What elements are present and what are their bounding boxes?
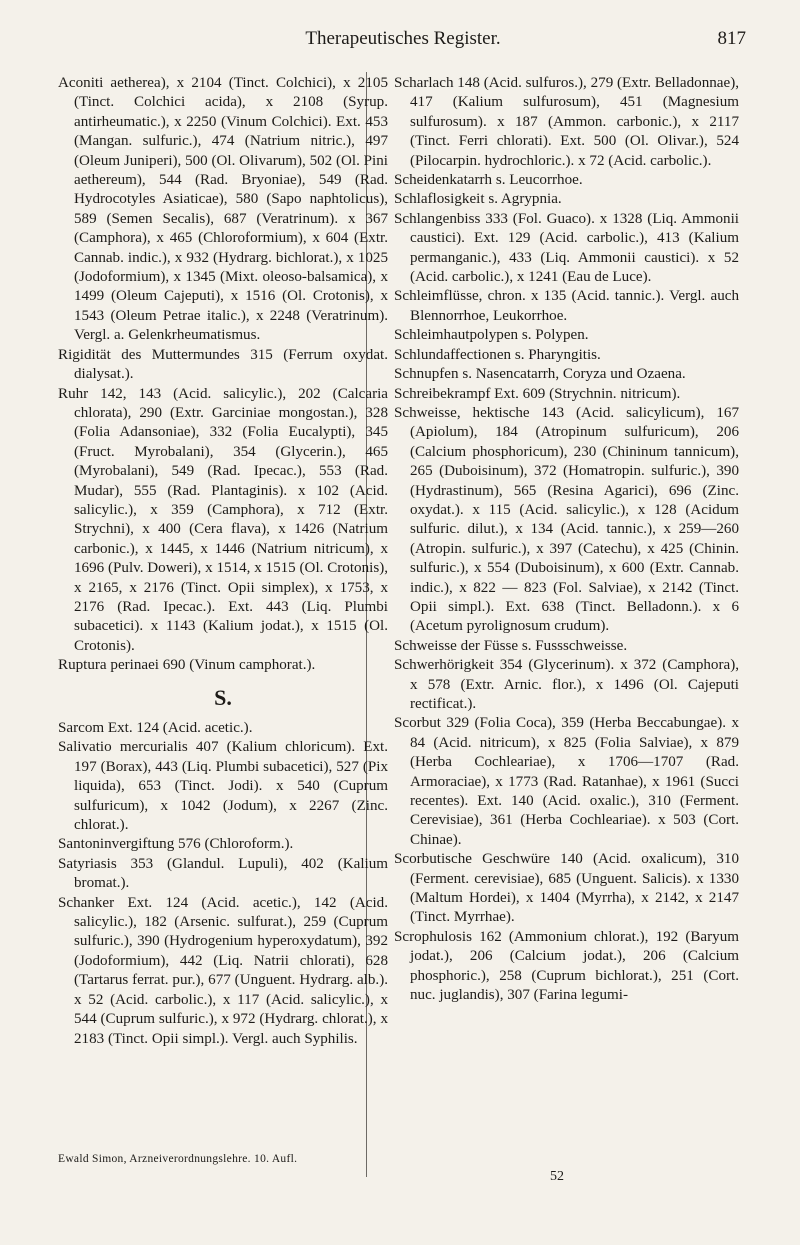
index-entry: Schnupfen s. Nasencatarrh, Coryza und Ozaena. bbox=[394, 366, 686, 383]
index-entry: Schlangenbiss 333 (Fol. Guaco). x 1328 (Liq. Ammonii caustici). Ext. 129 (Acid. carbolic.), 413 (Kalium permanganic.), 433 (Liq. Ammonii caustici). x 52 (Acid. carbolic.), x 1241 (Eau de Luce). bbox=[394, 210, 739, 286]
index-entry: Ruptura perinaei 690 (Vinum camphorat.). bbox=[58, 657, 316, 674]
index-entry: Scrophulosis 162 (Ammonium chlorat.), 192 (Baryum jodat.), 206 (Calcium jodat.), 206 (Calcium phosphoric.), 258 (Cuprum bichlorat.), 251 (Cort. nuc. juglandis), 307 (Farina legumi- bbox=[394, 928, 739, 1004]
index-entry: Salivatio mercurialis 407 (Kalium chloricum). Ext. 197 (Borax), 443 (Liq. Plumbi subacetici), 527 (Pix liquida), 653 (Tinct. Jodi). x 540 (Cuprum sulfuricum), x 1042 (Jodum), x 2267 (Zinc. chlorat.). bbox=[58, 739, 388, 834]
index-entry: Scharlach 148 (Acid. sulfuros.), 279 (Extr. Belladonnae), 417 (Kalium sulfurosum), 451 (Magnesium sulfurosum). x 187 (Ammon. carbonic.), x 2117 (Tinct. Ferri chlorati). Ext. 500 (Ol. Olivar.), 524 (Pilocarpin. hydrochloric.). x 72 (Acid. carbolic.). bbox=[394, 75, 739, 169]
index-entry: Aconiti aetherea), x 2104 (Tinct. Colchici), x 2105 (Tinct. Colchici acida), x 2108 (Syrup. antirheumatic.), x 2250 (Vinum Colchici). Ext. 453 (Mangan. sulfuric.), 474 (Natrium nitric.), 497 (Oleum Juniperi), 500 (Ol. Olivarum), 502 (Ol. Pini aethereum), 544 (Rad. Bryoniae), 549 (Rad. Hydrocotyles Asiaticae), 580 (Sapo naphtolicus), 589 (Semen Secalis), 687 (Veratrinum). x 367 (Camphora), x 465 (Chloroformium), x 604 (Extr. Cannab. indic.), x 932 (Hydrarg. bichlorat.), x 1025 (Jodoformium), x 1345 (Mixt. oleoso-balsamica), x 1499 (Oleum Cajeputi), x 1516 (Ol. Crotonis), x 1543 (Oleum Petrae italic.), x 2248 (Veratrinum). Vergl. a. Gelenkrheumatismus. bbox=[58, 75, 388, 344]
page-footer: Ewald Simon, Arzneiverordnungslehre. 10. Aufl. bbox=[58, 1153, 298, 1165]
index-entry: Schlaflosigkeit s. Agrypnia. bbox=[394, 191, 562, 208]
index-entry: Schanker Ext. 124 (Acid. acetic.), 142 (Acid. salicylic.), 182 (Arsenic. sulfurat.), 259 (Cuprum sulfuric.), 390 (Hydrogenium hyperoxydatum), 392 (Jodoformium), 442 (Liq. Natrii chlorati), 628 (Tartarus ferrat. pur.), 677 (Unguent. Hydrarg. alb.). x 52 (Acid. carbolic.), x 117 (Acid. salicylic.), x 544 (Cuprum sulfuric.), x 972 (Hydrarg. chlorat.), x 2183 (Tinct. Opii simpl.). Vergl. auch Syphilis. bbox=[58, 894, 388, 1047]
index-entry: Schweisse, hektische 143 (Acid. salicylicum), 167 (Apiolum), 184 (Atropinum sulfuricum), 206 (Calcium phosphoricum), 230 (Chininum tannicum), 265 (Duboisinum), 372 (Homatropin. sulfuric.), 390 (Hydrastinum), 565 (Resina Agarici), 696 (Zinc. oxydat.). x 115 (Acid. salicylic.), x 128 (Acidum sulfuric. dilut.), x 134 (Acid. tannic.), x 259—260 (Atropin. sulfuric.), x 397 (Catechu), x 425 (Chinin. sulfuric.), x 554 (Duboisinum), x 600 (Extr. Cannab. indic.), x 822 — 823 (Fol. Salviae), x 2142 (Tinct. Opii simpl.). Ext. 638 (Tinct. Belladonn.). x 6 (Acetum pyrolignosum crudum). bbox=[394, 404, 739, 635]
index-entry: Schlundaffectionen s. Pharyngitis. bbox=[394, 346, 601, 363]
section-heading: S. bbox=[214, 684, 232, 710]
page-header bbox=[60, 28, 746, 54]
index-entry: Scorbut 329 (Folia Coca), 359 (Herba Beccabungae). x 84 (Acid. nitricum), x 825 (Folia Salviae), x 879 (Herba Cochleariae), x 1706—1707 (Rad. Armoraciae), x 1773 (Rad. Ratanhae), x 1961 (Succi recentes). Ext. 140 (Acid. oxalic.), 310 (Ferment. Cerevisiae), 361 (Herba Cochleariae). x 503 (Cort. Chinae). bbox=[394, 715, 739, 848]
index-entry: Scheidenkatarrh s. Leucorrhoe. bbox=[394, 172, 583, 189]
index-entry: Rigidität des Muttermundes 315 (Ferrum oxydat. dialysat.). bbox=[58, 346, 388, 383]
page-title: Therapeutisches Register. bbox=[305, 28, 501, 49]
index-entry: Sarcom Ext. 124 (Acid. acetic.). bbox=[58, 720, 253, 736]
index-entry: Schleimflüsse, chron. x 135 (Acid. tannic.). Vergl. auch Blennorrhoe, Leukorrhoe. bbox=[394, 288, 739, 324]
left-column bbox=[58, 74, 388, 1049]
signature-mark: 52 bbox=[550, 1169, 564, 1184]
index-entry: Schleimhautpolypen s. Polypen. bbox=[394, 327, 589, 344]
index-entry: Santoninvergiftung 576 (Chloroform.). bbox=[58, 836, 294, 853]
index-entry: Schweisse der Füsse s. Fussschweisse. bbox=[394, 637, 628, 654]
index-entry: Schwerhörigkeit 354 (Glycerinum). x 372 (Camphora), x 578 (Extr. Arnic. flor.), x 1496 (Ol. Cajeputi rectificat.). bbox=[394, 657, 739, 712]
index-entry: Scorbutische Geschwüre 140 (Acid. oxalicum), 310 (Ferment. cerevisiae), 685 (Unguent. Salicis). x 1330 (Maltum Hordei), x 1404 (Myrrha), x 2142, x 2147 (Tinct. Myrrhae). bbox=[394, 851, 739, 926]
page-number: 817 bbox=[717, 28, 746, 49]
index-entry: Satyriasis 353 (Glandul. Lupuli), 402 (Kalium bromat.). bbox=[58, 855, 388, 892]
index-entry: Ruhr 142, 143 (Acid. salicylic.), 202 (Calcaria chlorata), 290 (Extr. Garciniae mongostan.), 328 (Folia Adansoniae), 332 (Folia Eucalypti), 345 (Fruct. Myrobalani), 354 (Glycerin.), 465 (Myrobalani), 549 (Rad. Ipecac.), 553 (Rad. Mudar), 555 (Rad. Plantaginis). x 102 (Acid. salicylic.), x 359 (Camphora), x 712 (Extr. Strychni), x 400 (Cera flava), x 1426 (Natrium carbonic.), x 1445, x 1446 (Natrium nitricum), x 1696 (Pulv. Doweri), x 1514, x 1515 (Ol. Crotonis), x 2165, x 2176 (Tinct. Opii simplex), x 1753, x 2176 (Rad. Ipecac.). Ext. 443 (Liq. Plumbi subacetici). x 1143 (Kalium jodat.), x 1515 (Ol. Crotonis). bbox=[58, 385, 388, 654]
right-column bbox=[394, 74, 739, 1006]
index-entry: Schreibekrampf Ext. 609 (Strychnin. nitricum). bbox=[394, 385, 681, 402]
